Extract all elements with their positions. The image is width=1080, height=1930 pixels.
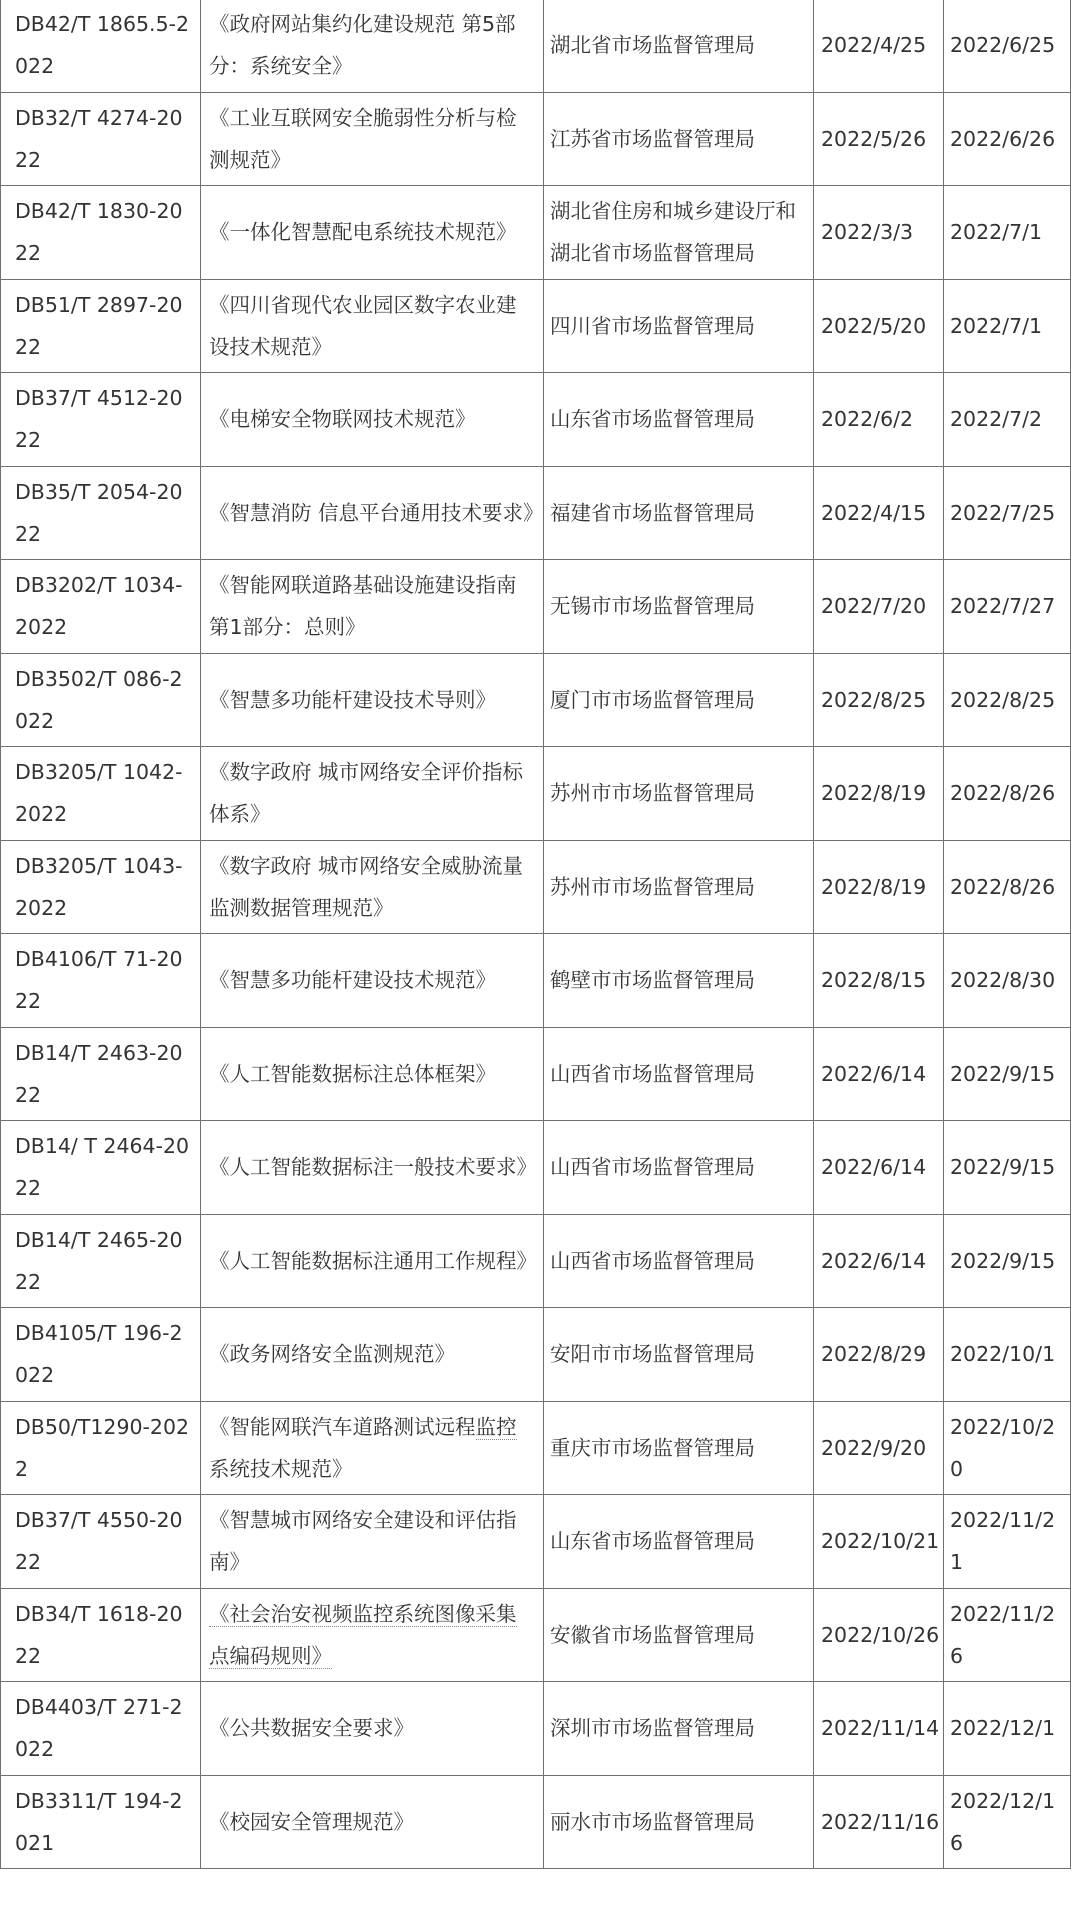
- table-row: [1, 934, 1071, 1028]
- issuing-department: 山西省市场监督管理局: [544, 1027, 814, 1121]
- standard-number: DB42/T 1865.5-2022: [1, 0, 201, 92]
- table-row: [1, 1214, 1071, 1308]
- standard-name: 《人工智能数据标注总体框架》: [201, 1027, 544, 1121]
- issuing-department: 苏州市市场监督管理局: [544, 747, 814, 841]
- standard-number: DB3502/T 086-2022: [1, 653, 201, 747]
- issue-date: 2022/8/15: [814, 934, 944, 1028]
- table-row: [1, 1588, 1071, 1682]
- issuing-department: 苏州市市场监督管理局: [544, 840, 814, 934]
- table-row: [1, 1401, 1071, 1495]
- table-row: [1, 373, 1071, 467]
- issue-date: 2022/8/29: [814, 1308, 944, 1402]
- effective-date: 2022/7/2: [944, 373, 1071, 467]
- table-row: [1, 1682, 1071, 1776]
- standard-name: 《智慧多功能杆建设技术导则》: [201, 653, 544, 747]
- standard-number: DB3311/T 194-2021: [1, 1775, 201, 1869]
- issue-date: 2022/3/3: [814, 186, 944, 280]
- effective-date: 2022/9/15: [944, 1121, 1071, 1215]
- table-row: [1, 1121, 1071, 1215]
- table-row: [1, 840, 1071, 934]
- standard-name: 《智能网联道路基础设施建设指南 第1部分：总则》: [201, 560, 544, 654]
- issuing-department: 山东省市场监督管理局: [544, 373, 814, 467]
- standard-number: DB34/T 1618-2022: [1, 1588, 201, 1682]
- standard-name-part: 系统技术规范》: [209, 1456, 353, 1481]
- standard-name: 《校园安全管理规范》: [201, 1775, 544, 1869]
- table-row: [1, 92, 1071, 186]
- table-row: [1, 747, 1071, 841]
- standard-name: 《政务网络安全监测规范》: [201, 1308, 544, 1402]
- effective-date: 2022/8/26: [944, 747, 1071, 841]
- effective-date: 2022/12/16: [944, 1775, 1071, 1869]
- standard-number: DB14/ T 2464-2022: [1, 1121, 201, 1215]
- issue-date: 2022/7/20: [814, 560, 944, 654]
- table-row: [1, 1495, 1071, 1589]
- table-row: [1, 1308, 1071, 1402]
- issue-date: 2022/10/26: [814, 1588, 944, 1682]
- issuing-department: 重庆市市场监督管理局: [544, 1401, 814, 1495]
- issuing-department: 安徽省市场监督管理局: [544, 1588, 814, 1682]
- standard-name: 《政府网站集约化建设规范 第5部分：系统安全》: [201, 0, 544, 92]
- standard-number: DB4106/T 71-2022: [1, 934, 201, 1028]
- issue-date: 2022/8/19: [814, 840, 944, 934]
- monitoring-keyword-link[interactable]: 监控: [475, 1414, 517, 1439]
- issue-date: 2022/8/25: [814, 653, 944, 747]
- standard-name-part: 《智能网联汽车道路测试远程: [209, 1414, 476, 1439]
- standard-name[interactable]: [201, 1588, 544, 1682]
- standard-name: 《电梯安全物联网技术规范》: [201, 373, 544, 467]
- issuing-department: 湖北省市场监督管理局: [544, 0, 814, 92]
- effective-date: 2022/8/30: [944, 934, 1071, 1028]
- issue-date: 2022/6/14: [814, 1214, 944, 1308]
- standard-number: DB4403/T 271-2022: [1, 1682, 201, 1776]
- table-row: [1, 279, 1071, 373]
- issue-date: 2022/5/26: [814, 92, 944, 186]
- issue-date: 2022/4/25: [814, 0, 944, 92]
- effective-date: 2022/7/1: [944, 279, 1071, 373]
- effective-date: 2022/10/20: [944, 1401, 1071, 1495]
- table-row: [1, 0, 1071, 92]
- standard-name-link[interactable]: 《社会治安视频监控系统图像采集点编码规则》: [209, 1601, 517, 1668]
- effective-date: 2022/8/25: [944, 653, 1071, 747]
- standard-name: 《公共数据安全要求》: [201, 1682, 544, 1776]
- issue-date: 2022/4/15: [814, 466, 944, 560]
- effective-date: 2022/11/21: [944, 1495, 1071, 1589]
- standard-number: DB3205/T 1043-2022: [1, 840, 201, 934]
- standard-name: 《人工智能数据标注一般技术要求》: [201, 1121, 544, 1215]
- issuing-department: 丽水市市场监督管理局: [544, 1775, 814, 1869]
- issue-date: 2022/11/14: [814, 1682, 944, 1776]
- issuing-department: 安阳市市场监督管理局: [544, 1308, 814, 1402]
- standard-name: 《四川省现代农业园区数字农业建设技术规范》: [201, 279, 544, 373]
- table-row: [1, 653, 1071, 747]
- standard-number: DB4105/T 196-2022: [1, 1308, 201, 1402]
- standard-number: DB51/T 2897-2022: [1, 279, 201, 373]
- standard-number: DB32/T 4274-2022: [1, 92, 201, 186]
- standard-name: 《智慧城市网络安全建设和评估指南》: [201, 1495, 544, 1589]
- effective-date: 2022/7/27: [944, 560, 1071, 654]
- standard-name: 《数字政府 城市网络安全评价指标体系》: [201, 747, 544, 841]
- effective-date: 2022/8/26: [944, 840, 1071, 934]
- standard-name: 《一体化智慧配电系统技术规范》: [201, 186, 544, 280]
- effective-date: 2022/6/25: [944, 0, 1071, 92]
- issue-date: 2022/5/20: [814, 279, 944, 373]
- standard-name: 《数字政府 城市网络安全威胁流量监测数据管理规范》: [201, 840, 544, 934]
- issue-date: 2022/6/14: [814, 1027, 944, 1121]
- effective-date: 2022/7/1: [944, 186, 1071, 280]
- standard-number: DB14/T 2463-2022: [1, 1027, 201, 1121]
- standard-name: 《人工智能数据标注通用工作规程》: [201, 1214, 544, 1308]
- effective-date: 2022/9/15: [944, 1214, 1071, 1308]
- issuing-department: 江苏省市场监督管理局: [544, 92, 814, 186]
- issuing-department: 四川省市场监督管理局: [544, 279, 814, 373]
- standard-name: 《智慧消防 信息平台通用技术要求》: [201, 466, 544, 560]
- issuing-department: 无锡市市场监督管理局: [544, 560, 814, 654]
- effective-date: 2022/9/15: [944, 1027, 1071, 1121]
- standard-number: DB14/T 2465-2022: [1, 1214, 201, 1308]
- issuing-department: 山西省市场监督管理局: [544, 1121, 814, 1215]
- standard-number: DB3205/T 1042-2022: [1, 747, 201, 841]
- table-row: [1, 1027, 1071, 1121]
- issue-date: 2022/6/14: [814, 1121, 944, 1215]
- effective-date: 2022/12/1: [944, 1682, 1071, 1776]
- table-row: [1, 466, 1071, 560]
- issue-date: 2022/11/16: [814, 1775, 944, 1869]
- issue-date: 2022/6/2: [814, 373, 944, 467]
- effective-date: 2022/10/1: [944, 1308, 1071, 1402]
- issuing-department: 鹤壁市市场监督管理局: [544, 934, 814, 1028]
- effective-date: 2022/11/26: [944, 1588, 1071, 1682]
- standard-number: DB35/T 2054-2022: [1, 466, 201, 560]
- standard-name: 《智慧多功能杆建设技术规范》: [201, 934, 544, 1028]
- issuing-department: 山东省市场监督管理局: [544, 1495, 814, 1589]
- issue-date: 2022/9/20: [814, 1401, 944, 1495]
- effective-date: 2022/6/26: [944, 92, 1071, 186]
- table-row: [1, 1775, 1071, 1869]
- standard-name: [201, 1401, 544, 1495]
- standard-number: DB37/T 4550-2022: [1, 1495, 201, 1589]
- standard-number: DB42/T 1830-2022: [1, 186, 201, 280]
- standard-number: DB3202/T 1034-2022: [1, 560, 201, 654]
- issuing-department: 山西省市场监督管理局: [544, 1214, 814, 1308]
- standard-name: 《工业互联网安全脆弱性分析与检测规范》: [201, 92, 544, 186]
- issuing-department: 深圳市市场监督管理局: [544, 1682, 814, 1776]
- issuing-department: 厦门市市场监督管理局: [544, 653, 814, 747]
- issuing-department: 湖北省住房和城乡建设厅和湖北省市场监督管理局: [544, 186, 814, 280]
- standard-number: DB50/T1290-2022: [1, 1401, 201, 1495]
- table-row: [1, 186, 1071, 280]
- issuing-department: 福建省市场监督管理局: [544, 466, 814, 560]
- standard-number: DB37/T 4512-2022: [1, 373, 201, 467]
- issue-date: 2022/10/21: [814, 1495, 944, 1589]
- effective-date: 2022/7/25: [944, 466, 1071, 560]
- issue-date: 2022/8/19: [814, 747, 944, 841]
- table-row: [1, 560, 1071, 654]
